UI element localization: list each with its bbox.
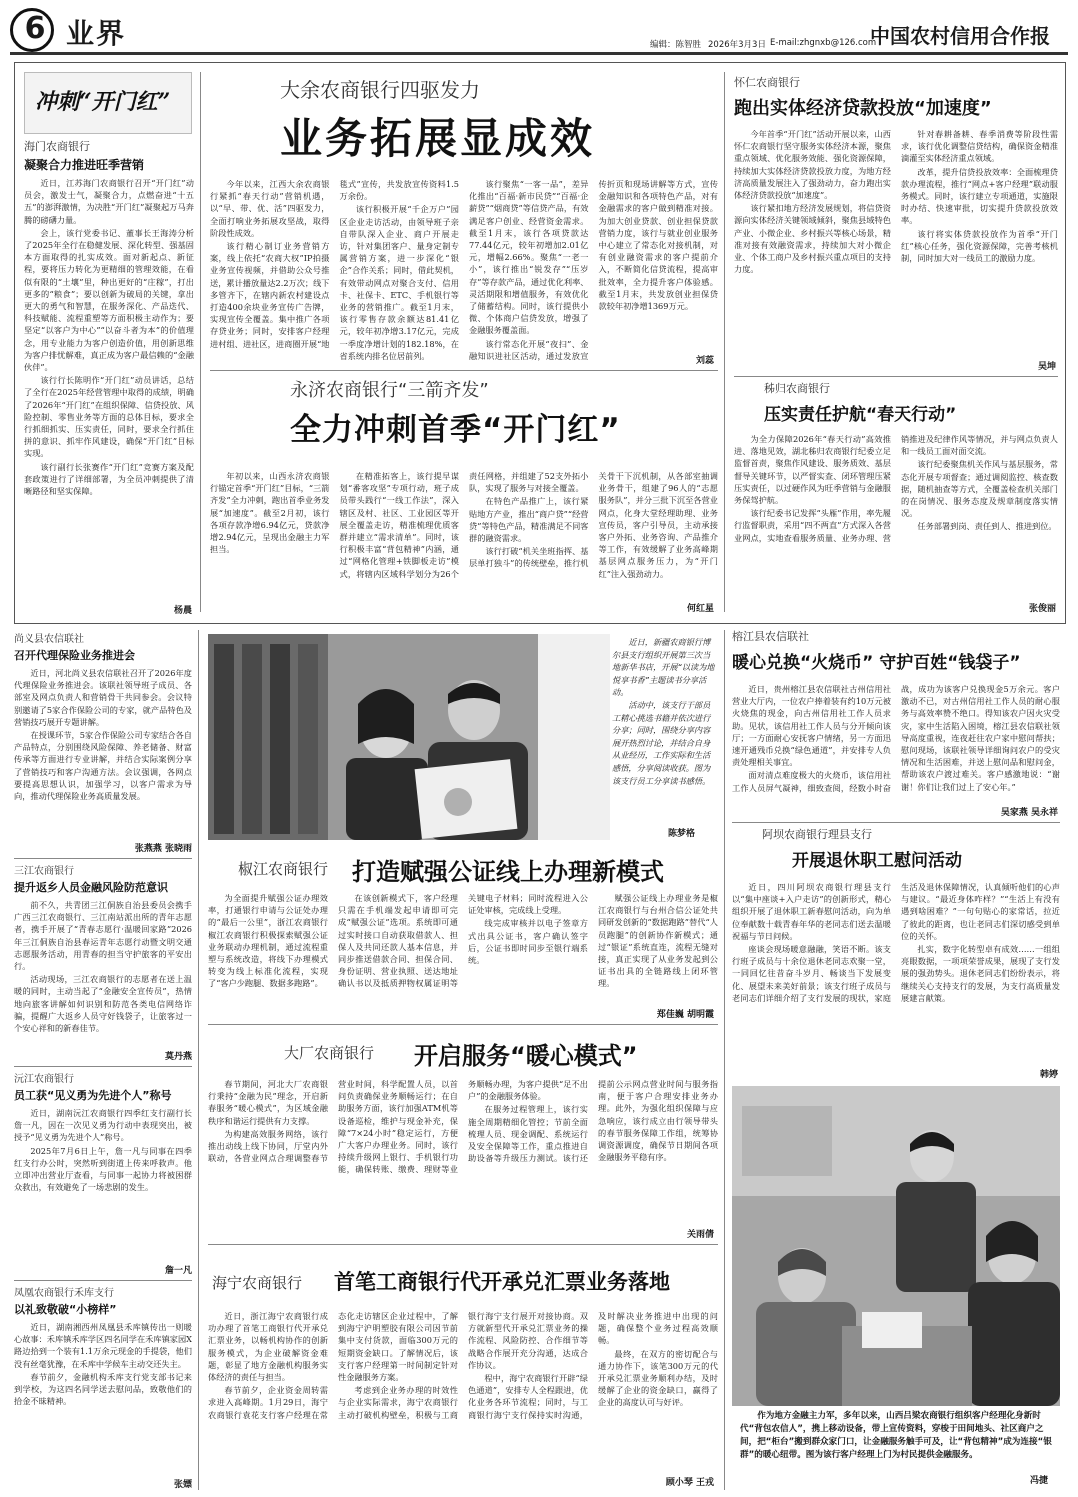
paragraph: 会上，该行党委书记、董事长王海涛分析了2025年全行在稳健发展、深化转型、强基固本方面取得的扎实成效。面对新起点、新征程，要将压力转化为更精细的管理效能，在看似有限的“土壤”里，种出更好的“庄稼”，打出更多的“粮食”；要以创新为破局的关键，拿出更大的勇气和智慧，在服务深化、产品迭代、科技赋能、流程重塑等方面积极主动作为；要坚定“以客户为中心”“以奋斗者为本”的价值理念，用专业能力为客户创造价值，用创新思维为客户排忧解难，真正成为客户最信赖的“金融伙伴”。 (24, 227, 194, 373)
brief-shangyi (14, 630, 192, 854)
paragraph: 线完成审核并以电子签章方式出具公证书，客户确认签字后，公证书即时同步至银行端系统。 (468, 918, 588, 966)
masthead: 中国农村信用合作报 (870, 24, 1050, 48)
yongji-kicker: 永济农商银行“三箭齐发” (290, 380, 489, 401)
brief-byline: 张燕燕 张晓雨 (134, 844, 192, 854)
brief-title: 员工获“见义勇为先进个人”称号 (14, 1089, 172, 1102)
jiaojiang-story (208, 846, 718, 1022)
brief-byline: 莫丹燕 (164, 1052, 192, 1062)
paragraph: 近日，贵州榕江县农信联社古州信用社营业大厅内，一位农户捧着装有约10万元被火烧焦的现金，向古州信用社工作人员求助。见状，该信用社工作人员与分开倾向该厅；一方面耐心安抚客户情绪，另一方面迅速开通残币兑换“绿色通道”，并安排专人负责处理相关事宜。 (732, 684, 891, 768)
hrule (210, 370, 718, 371)
paragraph: 该行纪委聚焦机关作风与基层服务，常态化开展专项督查；通过调阅监控、核查数据，随机抽查等方式，全覆盖检查机关部门的在岗情况、服务态度及规章制度落实情况。 (901, 459, 1058, 519)
rongjiang-byline: 吴家燕 吴永祥 (1000, 808, 1058, 818)
email: E-mail:zhgnxb@126.com (770, 38, 877, 48)
paragraph: 该行将实体贷款投放作为首季“开门红”核心任务，强化资源保障，完善考核机制，同时加大对一线员工的激励力度。 (901, 228, 1058, 264)
paragraph: 为全力保障2026年“春天行动”高效推进、落地见效，湖北秭归农商银行纪委立足监督首责，聚焦作风建设、服务质效、基层督导关键环节，以严督实查、闭环管理压紧压实责任，以过硬作风为旺季营销与金融服务保驾护航。 (734, 434, 891, 506)
paragraph: 考虑到企业务办理的时效性与企业实际需求，海宁农商银行主动打破机构壁垒，积极与工商银行海宁支行展开对接协商。双方就新型代开承兑汇票业务的操作流程、风险防控、合作细节等战略合作展开充分沟通，达成合作协议。 (338, 1311, 588, 1420)
paragraph: 为全面提升赋强公证办理效率，打通银行申请与公证处办理的“最后一公里”，浙江农商银行椒江农商银行积极探索赋强公证业务联动办理机制，通过流程重塑与系统改造，将线下办理模式转变为线上标准化流程，实现了“客户少跑腿、数据多跑路”。 (208, 893, 328, 989)
haining-body (208, 1310, 718, 1476)
zigui-story (734, 380, 1058, 614)
reading-photo-image (208, 634, 610, 840)
rongjiang-kicker: 榕江县农信联社 (732, 630, 809, 643)
paragraph: 今年以来，江西大余农商银行紧抓“春天行动”营销机遇，以“早、带、优、活”四驱发力，全面打响业务拓展攻坚战，取得阶段性成效。 (210, 179, 330, 238)
dachang-byline: 关雨倩 (686, 1230, 714, 1240)
column-logo-text: 冲刺“开门红” (35, 89, 171, 115)
date: 2026年3月3日 (708, 40, 766, 50)
dayu-title: 业务拓展显成效 (280, 114, 596, 163)
vrule (198, 630, 199, 1490)
editor: 编辑：陈智胜 (650, 40, 702, 50)
paragraph: 近日，湖南湘西州凤凰县禾库镇传出一则暖心故事：禾库镇禾库学区四名同学在禾库镇家园X路边拾到一个装有1.1万余元现金的手提袋，他们没有丝毫犹豫，在禾库中学候车主动交还失主。 (14, 1322, 192, 1369)
hrule (14, 1066, 192, 1067)
yongji-title: 全力冲刺首季“开门红” (290, 412, 621, 448)
abazhou-body (732, 881, 1060, 1075)
vrule (724, 630, 725, 1490)
haimen-byline: 杨晨 (173, 606, 192, 616)
paragraph: 近日，河北尚义县农信联社召开了2026年度代理保险业务推进会。该联社领导班子成员、各部室及网点负责人和营销骨干共同参会。会议特别邀请了5家合作保险公司的专家，就产品特色及营销技巧展开专题讲解。 (14, 668, 192, 727)
brief-yuanjiang (14, 1070, 192, 1276)
paragraph: 该行常态化开展“夜扫”、金融知识进社区活动，通过发放宣传折页和现场讲解等方式，宣传金融知识和各项特色产品，对有金融需求的客户做到精准对接。为加大创业贷款、创业担保贷款营销力度，该行与就业创业服务中心建立了常态化对接机制，对有创业融资需求的客户提前介入，不断简化信贷流程，提高审批效率，全力提升客户体验感。截至1月末，共发放创业担保贷款较年初净增1369万元。 (469, 179, 718, 361)
paragraph: 为构建高效服务网络，该行推出动线上线下协同，厅堂内外联动，各营业网点合理调整春节营业时间，科学配置人员，以首问负责确保业务顺畅运行；在自助服务方面，该行加强ATM机等设备巡检，维护与现金补充，保障“7×24小时”稳定运行，方便广大客户办理业务。同时，该行持续升级网上银行、手机银行功能，确保转账、缴费、理财等业务顺畅办理，为客户提供“足不出户”的金融服务体验。 (208, 1079, 588, 1175)
paragraph: 该行精心制订业务营销方案，线上依托“农商大权”IP拍摄业务宣传视频，并借助公众号推送，累计播放量达2.2万次；线下多管齐下，在辖内新农村建设点打造400余块业务宣传广告牌，实现宣传全覆盖。集中推广各项存贷业务；同时，安排客户经理进村组、进社区，进商圈开展“地毯式”宣传，共发放宣传资料1.5万余份。 (210, 179, 459, 349)
paragraph: 近日，四川阿坝农商银行理县支行以“集中座谈+入户走访”的创新形式，精心组织开展了退休职工新春慰问活动，向为单位奉献数十载青春年华的老同志们送去温暖祝福与节日问候。 (732, 882, 891, 941)
paragraph: 面对清点难度极大的火烧币，该信用社工作人员屏气凝神，细致查阅，经数小时奋战，成功为该客户兑换现金5万余元。客户激动不已，对古州信用社工作人员的耐心服务与高效率赞不绝口。得知该农户因火灾受灾，家中生活陷入困境，榕江县农信联社领导高度重视，连夜赶往农户家中慰问帮扶；慰问现场，该联社领导详细询问农户的受灾情况和生活困难，并送上慰问品和慰问金，帮助该农户渡过难关。客户感激地说：“谢谢！你们让我们过上了安心年。” (732, 684, 1060, 793)
paragraph: 针对春耕备耕、春季消费等阶段性需求，该行优化调整信贷结构，确保资金精准滴灌至实体经济重点领域。 (901, 129, 1058, 164)
dayu-kicker: 大余农商银行四驱发力 (280, 78, 480, 102)
huairen-body (734, 128, 1058, 364)
brief-title: 召开代理保险业务推进会 (14, 649, 135, 662)
dachang-kicker: 大厂农商银行 (284, 1044, 375, 1062)
brief-body (14, 899, 192, 1047)
dayu-byline: 刘蕊 (695, 356, 714, 366)
section-name: 业界 (66, 17, 127, 50)
brief-kicker: 三江农商银行 (14, 866, 74, 877)
paragraph: 今年首季“开门红”活动开展以来，山西怀仁农商银行坚守服务实体经济本源，聚焦重点领域、优化服务效能、强化资源保障，持续加大实体经济贷款投放力度，为地方经济高质量发展注入了强劲动力，奋力跑出实体经济贷款投放“加速度”。 (734, 129, 891, 201)
paragraph: 前不久，共青团三江侗族自治县委员会携手广西三江农商银行、三江南站派出所的青年志愿者，携手开展了“青春志愿行·温暖回家路”2026年三江侗族自治县春运青年志愿行动暨文明交通志愿服务活动，用青春的担当守护旅客的平安出行。 (14, 900, 192, 972)
paragraph: 该行聚焦“一客一品”，差异化推出“百福·新市民贷”“百福·企薪贷”“烟商贷”等信贷产品，有效满足客户创业、经营资金需求。截至1月末，该行各项贷款达77.44亿元，较年初增加2.01亿元，增幅2.66%。聚焦“一老一小”，该行推出“锐发存”“压岁存”等存款产品，通过优化利率、灵活期限和增值服务，有效优化了储蓄结构。同时，该行提供小微、个体商户信贷发放，增强了金融服务覆盖面。 (469, 179, 589, 336)
haimen-body (24, 177, 194, 589)
paragraph: 赋强公证线上办理业务是椒江农商银行与台州合信公证处共同研发创新的“数据跑路”替代“人员跑腿”的创新协作新模式；通过“银证”系统直连，流程无缝对接，真正实现了从业务发起到公证书出具的全链路线上闭环管理。 (598, 893, 718, 989)
brief-kicker: 沅江农商银行 (14, 1074, 74, 1085)
abazhou-story (732, 826, 1060, 1080)
paragraph: 座谈会现场暖意融融，笑语不断。该支行班子成员与十余位退休老同志欢聚一堂，一同回忆往昔奋斗岁月、畅谈当下发展变化、展望未来美好前景；该支行班子成员与老同志们详细介绍了支行发展的现状，家庭生活及退休保障情况，认真倾听他们的心声与建议。“最近身体咋样？”“生活上有没有遇到啥困难？”一句句贴心的家常话，拉近了彼此的距离，也让老同志们深切感受到单位的关怀。 (732, 882, 1060, 1003)
abazhou-kicker: 阿坝农商银行理县支行 (762, 828, 872, 841)
paragraph: 最终，在双方的密切配合与通力协作下，该笔300万元的代开承兑汇票业务顺利办结，及时缓解了企业的资金缺口，赢得了企业的高度认可与好评。 (598, 1348, 718, 1408)
dachang-body (208, 1078, 718, 1228)
paragraph: 扎实，数字化转型卓有成效……一组组亮眼数据，一项项荣誉成果，展现了支行发展的强劲势头。退休老同志们纷纷表示，将继续关心支持支行的发展，为支行高质量发展建言献策。 (901, 944, 1060, 1003)
reading-photo-byline: 陈梦格 (668, 829, 696, 839)
brief-title: 提升返乡人员金融风险防范意识 (14, 881, 168, 894)
page-header (0, 0, 1078, 58)
paragraph: 活动现场，三江农商银行的志愿者在送上温暖的同时，主动当起了“金融安全宣传员”，热情地向旅客讲解如何识别和防范各类电信网络诈骗，提醒广大返乡人员守好钱袋子，让旅客过一个安心祥和的新春佳节。 (14, 974, 192, 1034)
service-photo-byline: 冯捷 (1030, 1476, 1049, 1486)
brief-sanjiang (14, 862, 192, 1062)
column-logo (24, 72, 192, 134)
huairen-byline: 吴坤 (1037, 362, 1056, 372)
header-rule (10, 52, 1068, 55)
page-number-text: 6 (24, 11, 46, 46)
haining-title: 首笔工商银行代开承兑汇票业务落地 (334, 1270, 670, 1294)
hrule (208, 1244, 718, 1245)
haining-byline: 顾小琴 王戎 (665, 1478, 714, 1488)
haining-kicker: 海宁农商银行 (212, 1274, 303, 1292)
paragraph: 任务部署到岗、责任到人、推进到位。 (917, 521, 1057, 532)
paragraph: 在特色产品推广上，该行紧贴地方产业，推出“商户贷”“经营贷”等特色产品，精准满足不同客群的融资需求。 (469, 496, 589, 544)
zigui-body (734, 433, 1058, 605)
paragraph: 程中，海宁农商银行开辟“绿色通道”，安排专人全程跟进，优化业务各环节流程；同时，与工商银行海宁支行保持实时沟通，及时解决业务推进中出现的问题，确保整个业务过程高效顺畅。 (468, 1311, 718, 1420)
yongji-byline: 何红星 (686, 604, 714, 614)
huairen-story (734, 74, 1058, 372)
haimen-kicker: 海门农商银行 (24, 140, 90, 153)
paragraph: 春节期间，河北大厂农商银行秉持“金融为民”理念，开启新春服务“暖心模式”，为区域金融秩序和谐运行提供有力支撑。 (208, 1079, 328, 1126)
jiaojiang-title: 打造赋强公证线上办理新模式 (352, 858, 664, 886)
paragraph: 在服务过程管理上，该行实施全周期精细化管控；节前全面梳理人员、现金调配、系统运行及安全保障等工作，重点推进自助设备等升级压力测试。该行还提前公示网点营业时间与服务指南，便于客户合理安排业务办理。此外，为强化组织保障与应急响应，该行成立由行领导带头的春节服务保障工作组，统筹协调资源调度，确保节日期间各项金融服务平稳有序。 (468, 1079, 718, 1164)
paragraph: 在该创新模式下，客户经理只需在手机端发起申请即可完成“赋强公证”选项。系统即可通过实时接口自动获取借款人、担保人及共同还款人基本信息，并同步推送借款合同、担保合同、身份证明、营业执照、送达地址确认书以及抵质押物权属证明等关键电子材料；同时流程进入公证处审核，完成线上受理。 (338, 893, 588, 989)
brief-body (14, 1321, 192, 1475)
paragraph: 该行积极开展“千企万户”园区企业走访活动，由领导班子亲自带队深入企业、商户开展走访，针对集团客户、量身定制专属营销方案，进一步深化“银企”合作关系；同时，借此契机，有效带动网点对聚合支付、信用卡、社保卡、ETC、手机银行等业务的营销推广。截至1月末，该行零售存款余额达81.41亿元，较年初净增3.17亿元，完成一季度净增计划的182.18%，在省系统内排名位居前列。 (339, 204, 459, 361)
vrule (724, 72, 725, 612)
jiaojiang-kicker: 椒江农商银行 (238, 860, 329, 878)
brief-body (14, 667, 192, 839)
huairen-title: 跑出实体经济贷款投放“加速度” (734, 98, 992, 119)
brief-kicker: 尚义县农信联社 (14, 634, 84, 645)
brief-byline: 张嫖 (173, 1480, 192, 1490)
zigui-byline: 张俊丽 (1028, 604, 1056, 614)
huairen-kicker: 怀仁农商银行 (734, 76, 800, 89)
yongji-body (210, 470, 718, 614)
paragraph: 该行紧扣地方经济发展规划，将信贷资源向实体经济关键领域倾斜，聚焦县域特色产业、小微企业、乡村振兴等核心场景，精准对接有效融资需求，持续加大对小微企业、个体工商户及乡村振兴重点项目的支持力度。 (734, 203, 891, 275)
paragraph: 在授课环节，5家合作保险公司专家结合各自产品特点，分别围绕风险保障、养老储备、财富传承等方面进行专业讲解，并结合实际案例分享了营销技巧和客户沟通方法。会议强调，各网点要提高思想认识，加强学习，以客户需求为导向，推动代理保险业务高质量发展。 (14, 730, 192, 802)
haimen-title: 凝聚合力推进旺季营销 (24, 158, 145, 172)
paragraph: 该行纪委书记发挥“头雁”作用，率先履行监督职责，采用“四不两直”方式深入各营业网点，实地查看服务质量、业务办理、营销推进及纪律作风等情况，并与网点负责人和一线员工面对面交流。 (734, 434, 1058, 543)
brief-title: 以礼致敬破“小榜样” (14, 1303, 117, 1316)
paragraph: 近日，江苏海门农商银行召开“开门红”动员会，激发士气，凝聚合力，点燃奋进“十五五”的澎湃激情，为决胜“开门红”凝聚起万马奔腾的磅礴力量。 (24, 178, 194, 225)
paragraph: 该行副行长张赛作“开门红”竞赛方案及配套政策进行了详细部署，为全员冲刺提供了清晰路径和坚实保障。 (24, 461, 194, 497)
yongji-story (210, 374, 718, 614)
hrule (14, 1280, 192, 1281)
service-photo (732, 1086, 1060, 1406)
paragraph: 该行打破“机关坐班指挥、基层单打独斗”的传统壁垒，推行机关骨干下沉机制，从各部室抽调业务骨干，组建了96人的“志愿服务队”，并分三批下沉至各营业网点，化身大堂经理助理、业务宣传员，客户引导员，主动承接客户外拓、业务咨询、产品推介等工作，有效缓解了业务高峰期基层网点服务压力，为“开门红”注入强劲动力。 (469, 471, 718, 579)
paragraph: 春节前夕，金融机构禾库支行党支部书记来到学校，为这四名同学送去慰问品，致敬他们的拾金不昧精神。 (14, 1371, 192, 1407)
paragraph: 春节前夕，企业资金周转需求进入高峰期。1月29日，海宁农商银行袁花支行客户经理在常态化走访辖区企业过程中，了解到海宁沪明塑胶有限公司因节前集中支付货款，面临300万元的短期资金缺口。了解情况后，该支行客户经理第一时间制定针对性金融服务方案。 (208, 1311, 458, 1420)
hrule (734, 376, 1058, 377)
caption-paragraph: 近日，新疆农商银行博尔县支行组织开展第三次当地新华书店，开展“以读为地 悦享书香”主题读书分享活动。 (612, 637, 715, 698)
hrule (14, 858, 192, 859)
zigui-title: 压实责任护航“春天行动” (764, 405, 957, 425)
vrule (200, 72, 201, 612)
paragraph: 近日，浙江海宁农商银行成功办理了首笔工商银行代开承兑汇票业务，以畅机构协作的创新服务模式，为企业破解资金难题，彰显了地方金融机构服务实体经济的责任与担当。 (208, 1311, 328, 1383)
brief-kicker: 凤凰农商银行禾库支行 (14, 1288, 114, 1299)
jiaojiang-byline: 郑佳巍 胡明霞 (656, 1010, 714, 1020)
dachang-title: 开启服务“暖心模式” (414, 1042, 638, 1070)
dayu-body (210, 178, 718, 364)
rongjiang-story (732, 628, 1060, 818)
abazhou-byline: 韩婷 (1039, 1070, 1058, 1080)
paragraph: 近日，湖南沅江农商银行四季红支行副行长詹一凡，因在一次见义勇为行动中表现突出，被授予“见义勇为先进个人”称号。 (14, 1108, 192, 1143)
brief-byline: 詹一凡 (164, 1266, 192, 1276)
rongjiang-title: 暖心兑换“火烧币” 守护百姓“钱袋子” (732, 653, 1021, 673)
paragraph: 改革，提升信贷投放效率：全面梳理贷款办理流程，推行“网点+客户经理”联动服务模式。同时，该行建立专项通道，实施限时办结、快速审批，切实提升贷款投放效率。 (901, 166, 1058, 226)
jiaojiang-body (208, 892, 718, 1008)
paragraph: 该行行长陈明作“开门红”动员讲话，总结了全行在2025年经营管理中取得的成绩，明确了2026年“开门红”在组织保障、信贷投放、风险控制、零售业务等方面的总体目标，要求全行抓细抓实、压实责任，同时，要求全行抓住拼的意识、抓牢作风建设，确保“开门红”目标实现。 (24, 375, 194, 459)
rongjiang-body (732, 683, 1060, 821)
brief-fenghuang (14, 1284, 192, 1490)
reading-photo-caption (612, 636, 718, 832)
reading-photo (208, 634, 610, 840)
haimen-story (24, 138, 194, 616)
brief-body (14, 1107, 192, 1261)
service-photo-caption: 作为地方金融主力军，多年以来，山西吕梁农商银行组织客户经理化身新时代“背包农信人”，携上移动设备，带上宣传资料，穿梭于田间地头、社区商户之间，把“柜台”搬到群众家门口，让金融服务触手可及，让“背包精神”成为连接“银群”的暖心纽带。图为该行客户经理上门为村民提供金融服务。 (740, 1411, 1052, 1460)
abazhou-title: 开展退休职工慰问活动 (792, 851, 962, 871)
zigui-kicker: 秭归农商银行 (764, 382, 830, 395)
dachang-story (208, 1028, 718, 1242)
paragraph: 2025年7月6日上午，詹一凡与同事在四季红支行办公时，突然听到街道上传来呼救声。他立即冲出营业厅查看，与同事一起协力将被困群众救出，有效避免了一场悲剧的发生。 (14, 1145, 192, 1193)
haining-story (208, 1248, 718, 1490)
hrule (732, 822, 1060, 823)
dayu-story (210, 70, 718, 366)
paragraph: 年初以来，山西永济农商银行锚定首季“开门红”目标，“三箭齐发”全力冲刺，跑出首季业务发展“加速度”。截至2月初，该行各项存款净增6.94亿元，贷款净增2.94亿元，呈现出金融主力军担当。 (210, 471, 330, 555)
caption-paragraph: 活动中，该支行干部员工精心挑选书籍并依次进行分享；同时，围绕分享内容展开热烈讨论，并结合自身从业经历，工作实际和生活感悟，分享阅读收获。图为该支行员工分享读书感悟。 (612, 699, 711, 786)
hrule (208, 1024, 718, 1025)
service-photo-image (732, 1086, 1060, 1406)
paragraph: 在精准拓客上，该行提早谋划“番客攻坚”专项行动，班子成员带头践行“一线工作法”，深入辖区及村、社区、工业园区等开展全覆盖走访，精准梳理优质客群并建立“需求清单”。同时，该行积极丰富“背包精神”内涵，通过“网格化管理+铁脚板走访”模式，将辖内区域科学划分为26个责任网格，并组建了52支外拓小队，实现了服务与对接全覆盖。 (339, 471, 589, 579)
